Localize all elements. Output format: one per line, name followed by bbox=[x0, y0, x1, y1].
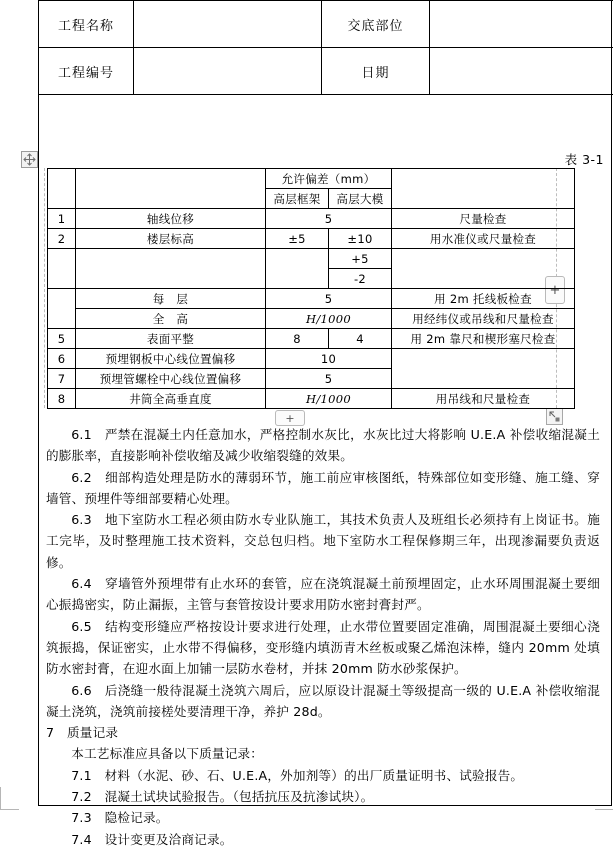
row-no bbox=[48, 289, 76, 329]
paragraph-7-2: 7.2 混凝土试块试验报告。（包括抗压及抗渗试块）。 bbox=[71, 789, 374, 805]
row-method: 用吊线和尺量检查 bbox=[392, 389, 575, 409]
table-row bbox=[39, 48, 613, 95]
table-row bbox=[48, 209, 575, 229]
row-sub-item-each-floor: 每 层 bbox=[76, 289, 266, 309]
row-item: 预埋钢板中心线位置偏移 bbox=[76, 349, 266, 369]
header-cell-method bbox=[392, 169, 575, 209]
paragraph-7-3: 7.3 隐检记录。 bbox=[71, 810, 169, 826]
paragraph-7-1: 7.1 材料（水泥、砂、石、U.E.A，外加剂等）的出厂质量证明书、试验报告。 bbox=[71, 767, 524, 783]
row-method bbox=[392, 249, 575, 289]
table-row bbox=[48, 349, 575, 369]
row-tolerance-merged: 5 bbox=[266, 289, 392, 309]
header-cell-no bbox=[48, 169, 76, 209]
row-no: 8 bbox=[48, 389, 76, 409]
table-row bbox=[48, 389, 575, 409]
row-no: 2 bbox=[48, 229, 76, 249]
row-tolerance-merged: 5 bbox=[266, 369, 392, 389]
header-value-project-number[interactable] bbox=[134, 48, 322, 95]
paragraph-6-4: 6.4 穿墙管外预埋带有止水环的套管，应在浇筑混凝土前预埋固定，止水环周围混凝土要细心振捣密实，防止漏振，主管与套管按设计要求用防水密封膏封严。 bbox=[46, 576, 600, 613]
row-no: 1 bbox=[48, 209, 76, 229]
paragraph-7-4: 7.4 设计变更及洽商记录。 bbox=[71, 831, 233, 847]
spec-table-caption: 表 3-1 bbox=[564, 152, 604, 167]
section-heading-7: 7 质量记录 bbox=[46, 725, 119, 741]
row-tolerance-b: 4 bbox=[329, 329, 392, 349]
header-label-project-number: 工程编号 bbox=[39, 48, 134, 95]
header-cell-high-rise-frame: 高层框架 bbox=[266, 189, 329, 209]
row-tolerance-b: ±10 bbox=[329, 229, 392, 249]
row-method: 尺量检查 bbox=[392, 209, 575, 229]
row-item: 预埋管螺栓中心线位置偏移 bbox=[76, 369, 266, 389]
table-resize-handle[interactable] bbox=[546, 408, 563, 425]
paragraph-6-6: 6.6 后浇缝一般待混凝土浇筑六周后，应以原设计混凝土等级提高一级的 U.E.A 补偿收缩混凝土浇筑，浇筑前接槎处要清理干净，养护 28d。 bbox=[46, 682, 600, 719]
body-text-block bbox=[40, 424, 608, 850]
header-value-disclosure-part[interactable] bbox=[430, 1, 613, 48]
table-header-row bbox=[48, 169, 575, 189]
row-item bbox=[76, 249, 266, 289]
allowable-deviation-table bbox=[47, 168, 575, 409]
header-info-table bbox=[38, 0, 613, 95]
row-no: 5 bbox=[48, 329, 76, 349]
row-method: 用水准仪或尺量检查 bbox=[392, 229, 575, 249]
row-sub-item-full-height: 全 高 bbox=[76, 309, 266, 329]
row-tolerance-a: 8 bbox=[266, 329, 329, 349]
row-no: 6 bbox=[48, 349, 76, 369]
table-row bbox=[48, 329, 575, 349]
row-tolerance-merged: 10 bbox=[266, 349, 392, 369]
paragraph-6-5: 6.5 结构变形缝应严格按设计要求进行处理，止水带位置要固定准确，周围混凝土要细心浇筑振捣，保证密实，止水带不得偏移，变形缝内填沥青木丝板或聚乙烯泡沫棒，缝内 20mm 处填防水密封膏，在迎水面上加铺一层防水卷材，并抹 20mm 防水砂浆保护。 bbox=[46, 618, 600, 677]
table-row bbox=[48, 229, 575, 249]
row-tolerance-b-lower: -2 bbox=[329, 269, 392, 289]
row-method: 用经纬仪或吊线和尺量检查 bbox=[392, 309, 575, 329]
insert-row-button[interactable]: + bbox=[275, 410, 305, 426]
table-row bbox=[39, 1, 613, 48]
header-cell-item bbox=[76, 169, 266, 209]
table-row bbox=[48, 289, 575, 309]
paragraph-6-3: 6.3 地下室防水工程必须由防水专业队施工，其技术负责人及班组长必须持有上岗证书。施工完毕，及时整理施工技术资料，交总包归档。地下室防水工程保修期三年，出现渗漏要负责返修。 bbox=[46, 512, 600, 570]
paragraph-6-2: 6.2 细部构造处理是防水的薄弱环节，施工前应审核图纸，特殊部位如变形缝、施工缝、穿墙管、预埋件等细部要精心处理。 bbox=[46, 469, 600, 506]
header-cell-high-rise-large-form: 高层大模 bbox=[329, 189, 392, 209]
row-method: 用 2m 靠尺和楔形塞尺检查 bbox=[392, 329, 575, 349]
row-tolerance-merged: H/1000 bbox=[266, 309, 392, 329]
header-cell-allowable-deviation: 允许偏差（mm） bbox=[266, 169, 392, 189]
insert-column-button[interactable]: + bbox=[545, 276, 565, 304]
header-label-disclosure-part: 交底部位 bbox=[322, 1, 430, 48]
table-row bbox=[48, 309, 575, 329]
row-method bbox=[392, 349, 575, 389]
row-no: 7 bbox=[48, 369, 76, 389]
section-7-intro: 本工艺标准应具备以下质量记录： bbox=[71, 746, 264, 762]
table-move-handle[interactable] bbox=[21, 151, 38, 168]
header-value-date[interactable] bbox=[430, 48, 613, 95]
paragraph-6-1: 6.1 严禁在混凝土内任意加水，严格控制水灰比，水灰比过大将影响 U.E.A 补偿收缩混凝土的膨胀率，直接影响补偿收缩及减少收缩裂缝的效果。 bbox=[46, 427, 600, 464]
row-tolerance-merged: H/1000 bbox=[266, 389, 392, 409]
row-tolerance-a: ±5 bbox=[266, 229, 329, 249]
header-label-project-name: 工程名称 bbox=[39, 1, 134, 48]
row-item: 井筒全高垂直度 bbox=[76, 389, 266, 409]
row-tolerance-a bbox=[266, 249, 329, 289]
row-item: 轴线位移 bbox=[76, 209, 266, 229]
row-tolerance-merged: 5 bbox=[266, 209, 392, 229]
table-row bbox=[48, 249, 575, 269]
row-no bbox=[48, 249, 76, 289]
row-tolerance-b-upper: +5 bbox=[329, 249, 392, 269]
row-item: 楼层标高 bbox=[76, 229, 266, 249]
row-method: 用 2m 托线板检查 bbox=[392, 289, 575, 309]
header-label-date: 日期 bbox=[322, 48, 430, 95]
page-corner-mark-bottom-left bbox=[0, 787, 19, 810]
header-value-project-name[interactable] bbox=[134, 1, 322, 48]
row-item: 表面平整 bbox=[76, 329, 266, 349]
